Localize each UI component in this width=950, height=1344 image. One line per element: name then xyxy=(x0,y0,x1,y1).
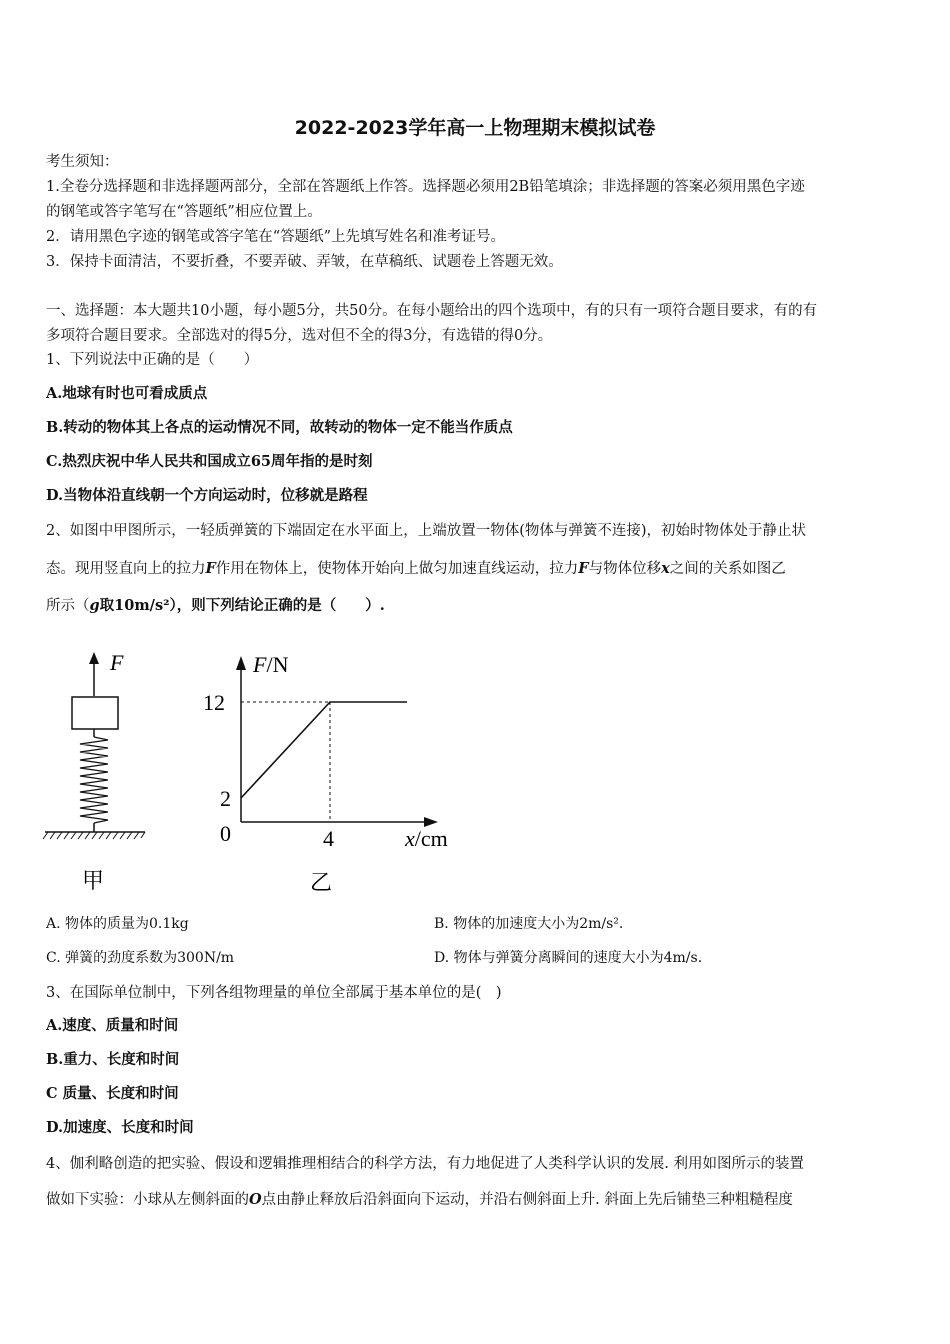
question-1-stem: 1、下列说法中正确的是（ ） xyxy=(46,352,259,368)
question-3-option-c: C 质量、长度和时间 xyxy=(46,1085,179,1102)
question-2-option-b: B. 物体的加速度大小为2m/s². xyxy=(434,916,624,932)
question-2-figure xyxy=(40,640,480,900)
section-intro-line-2: 多项符合题目要求。全部选对的得5分，选对但不全的得3分，有选错的得0分。 xyxy=(46,328,553,344)
notice-item-2: 2．请用黑色字迹的钢笔或答字笔在“答题纸”上先填写姓名和准考证号。 xyxy=(46,229,506,245)
question-1-option-d: D.当物体沿直线朝一个方向运动时，位移就是路程 xyxy=(46,487,368,504)
question-3-stem: 3、在国际单位制中，下列各组物理量的单位全部属于基本单位的是( ) xyxy=(46,985,502,1001)
question-3-option-b: B.重力、长度和时间 xyxy=(46,1051,180,1068)
question-3-option-d: D.加速度、长度和时间 xyxy=(46,1119,194,1136)
figure-jia xyxy=(43,650,145,894)
x-axis-label: x/cm xyxy=(405,826,448,851)
question-2-option-a: A. 物体的质量为0.1kg xyxy=(46,916,189,932)
y-tick-2: 2 xyxy=(220,786,231,811)
jia-label: 甲 xyxy=(82,869,105,894)
block xyxy=(72,697,118,729)
question-2-option-c: C. 弹簧的劲度系数为300N/m xyxy=(46,950,235,966)
question-4-line-1: 4、伽利略创造的把实验、假设和逻辑推理相结合的科学方法，有力地促进了人类科学认识的发展. 利用如图所示的装置 xyxy=(46,1156,804,1172)
question-2-option-d: D. 物体与弹簧分离瞬间的速度大小为4m/s. xyxy=(434,950,703,966)
figure-yi xyxy=(203,652,448,896)
y-axis-label: F/N xyxy=(253,652,289,677)
origin-label: 0 xyxy=(220,821,231,846)
spring xyxy=(80,737,108,823)
question-3-option-a: A.速度、质量和时间 xyxy=(46,1017,179,1034)
force-curve xyxy=(241,702,407,798)
yi-label: 乙 xyxy=(310,871,333,896)
page-title: 2022-2023学年高一上物理期末模拟试卷 xyxy=(294,117,656,139)
notice-item-1: 1.全卷分选择题和非选择题两部分，全部在答题纸上作答。选择题必须用2B铅笔填涂；非选择题的答案必须用黑色字迹 xyxy=(46,179,805,195)
notice-heading: 考生须知： xyxy=(46,154,119,170)
jia-force-label: F xyxy=(110,650,124,675)
notice-item-1-cont: 的钢笔或答字笔写在“答题纸”相应位置上。 xyxy=(46,204,322,220)
section-intro-line-1: 一、选择题：本大题共10小题，每小题5分，共50分。在每小题给出的四个选项中，有的只有一项符合题目要求，有的有 xyxy=(46,303,818,319)
question-2-line-2: 态。现用竖直向上的拉力F作用在物体上，使物体开始向上做匀加速直线运动，拉力F与物体位移x之间的关系如图乙 xyxy=(46,560,786,577)
notice-item-3: 3．保持卡面清洁，不要折叠，不要弄破、弄皱，在草稿纸、试题卷上答题无效。 xyxy=(46,254,563,270)
question-4-line-2: 做如下实验：小球从左侧斜面的O点由静止释放后沿斜面向下运动，并沿右侧斜面上升. 斜面上先后铺垫三种粗糙程度 xyxy=(46,1191,793,1208)
force-arrow-icon xyxy=(89,652,99,664)
question-1-option-a: A.地球有时也可看成质点 xyxy=(46,385,208,402)
x-tick-4: 4 xyxy=(323,826,334,851)
y-axis-arrow-icon xyxy=(236,656,246,670)
question-1-option-c: C.热烈庆祝中华人民共和国成立65周年指的是时刻 xyxy=(46,453,373,470)
y-tick-12: 12 xyxy=(203,690,225,715)
question-2-line-1: 2、如图中甲图所示，一轻质弹簧的下端固定在水平面上，上端放置一物体(物体与弹簧不连接)，初始时物体处于静止状 xyxy=(46,523,807,539)
question-2-line-3: 所示（g取10m/s²），则下列结论正确的是（ ）. xyxy=(46,597,385,614)
question-1-option-b: B.转动的物体其上各点的运动情况不同，故转动的物体一定不能当作质点 xyxy=(46,419,513,436)
